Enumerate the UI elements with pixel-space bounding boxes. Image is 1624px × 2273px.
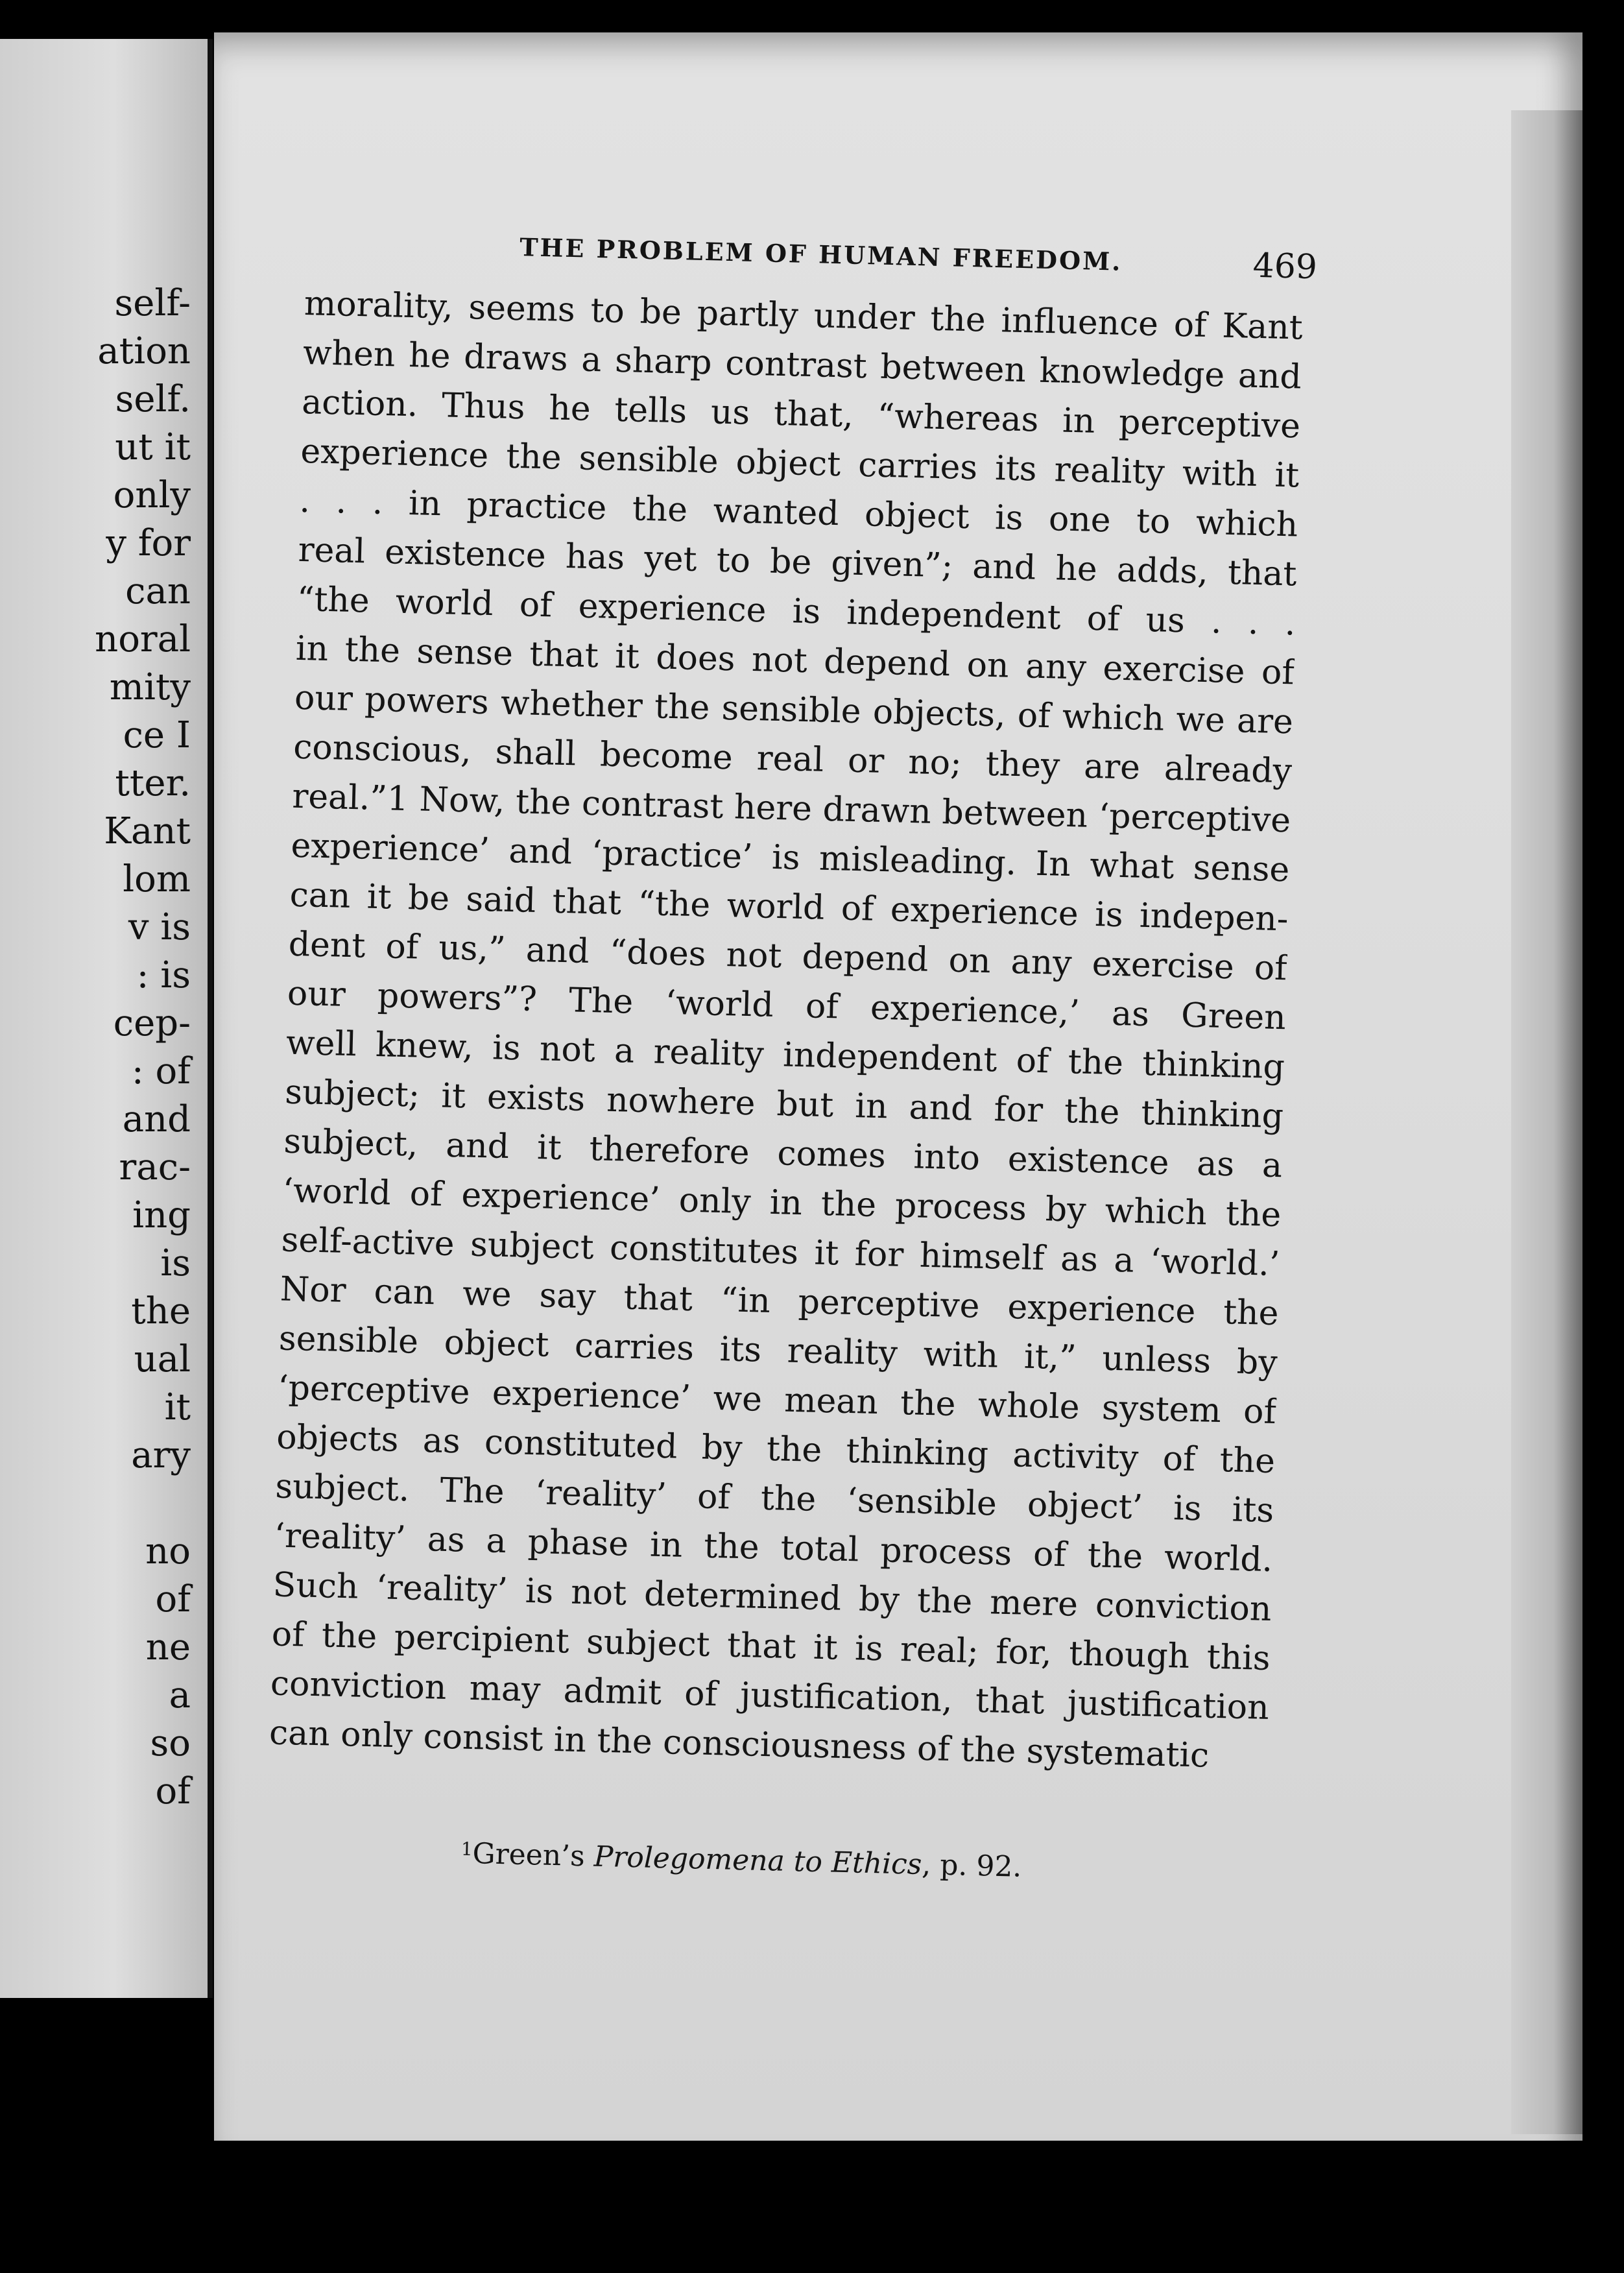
- text-line: conviction may admit of justification, that justification: [270, 1664, 1270, 1727]
- left-page-fragment: v is: [128, 906, 191, 948]
- left-page-fragment: ce I: [123, 714, 191, 756]
- text-line: morality, seems to be partly under the influence of Kant: [304, 283, 1304, 348]
- bottom-shadow: [0, 2141, 1624, 2273]
- left-page-fragment: self-: [114, 282, 191, 324]
- left-page-fragment: tter.: [115, 762, 191, 804]
- footnote-book-title: Prolegomena to Ethics: [593, 1840, 922, 1881]
- running-title: THE PROBLEM OF HUMAN FREEDOM.: [519, 232, 1123, 276]
- page-text: [269, 232, 1318, 1884]
- text-line: experience the sensible object carries its reality with it: [300, 431, 1300, 496]
- text-line: self-active subject constitutes it for himself as a ‘world.’: [281, 1220, 1281, 1284]
- left-page-fragment: and: [122, 1098, 191, 1140]
- left-page-fragment: ual: [134, 1338, 191, 1380]
- left-page-fragment: is: [160, 1242, 191, 1284]
- text-line: can only consist in the consciousness of the systematic: [269, 1713, 1210, 1775]
- text-line: ‘world of experience’ only in the process by which the: [281, 1171, 1282, 1235]
- left-page-fragment: of: [155, 1770, 191, 1812]
- left-page-fragment: ary: [131, 1434, 191, 1476]
- left-page-fragment: so: [150, 1722, 191, 1764]
- text-line: our powers”? The ‘world of experience,’ as Green: [287, 974, 1287, 1038]
- text-line: in the sense that it does not depend on any exercise of: [295, 629, 1295, 693]
- left-page-fragment: mity: [109, 666, 191, 708]
- left-page-fragment: ation: [97, 330, 191, 372]
- left-page-fragment: can: [125, 570, 191, 612]
- left-page-fragment: it: [164, 1386, 191, 1428]
- left-page-fragment: the: [131, 1290, 191, 1332]
- text-line: conscious, shall become real or no; they are already: [293, 727, 1293, 791]
- text-line: . . . in practice the wanted object is one to which: [298, 481, 1298, 545]
- footnote: [460, 1837, 1022, 1884]
- left-page-fragment: ing: [132, 1194, 191, 1236]
- text-line: subject; it exists nowhere but in and for the thinking: [284, 1072, 1284, 1136]
- left-page-fragment: no: [145, 1530, 191, 1572]
- text-line: ‘reality’ as a phase in the total process of the world.: [273, 1516, 1273, 1580]
- text-line: Such ‘reality’ is not determined by the mere conviction: [272, 1565, 1272, 1630]
- footnote-marker: 1: [460, 1838, 473, 1860]
- left-page-fragment: : is: [136, 954, 191, 996]
- text-line: Nor can we say that “in perceptive experience the: [280, 1269, 1280, 1334]
- text-line: ‘perceptive experience’ we mean the whole system of: [277, 1368, 1277, 1432]
- text-line: of the percipient subject that it is real; for, though this: [271, 1615, 1271, 1678]
- left-page-fragment: : of: [131, 1050, 191, 1092]
- text-line: our powers whether the sensible objects, of which we are: [294, 678, 1294, 742]
- text-line: objects as constituted by the thinking activity of the: [276, 1417, 1276, 1482]
- text-line: real.”1 Now, the contrast here drawn between ‘perceptive: [291, 776, 1291, 841]
- text-line: “the world of experience is independent of us . . .: [296, 579, 1296, 643]
- left-page-fragment: ne: [145, 1626, 191, 1668]
- left-page-fragment: y for: [106, 522, 191, 564]
- left-page-fragment: self.: [115, 378, 191, 420]
- text-line: when he draws a sharp contrast between knowledge and: [302, 333, 1302, 397]
- text-line: sensible object carries its reality with it,” unless by: [278, 1319, 1278, 1383]
- left-page-fragment: ut it: [115, 426, 191, 468]
- left-page-fragment: Kant: [104, 810, 191, 852]
- text-line: action. Thus he tells us that, “whereas in perceptive: [301, 382, 1301, 446]
- page-number: 469: [1252, 246, 1318, 287]
- text-line: dent of us,” and “does not depend on any exercise of: [288, 924, 1288, 989]
- left-page-fragment: only: [113, 474, 191, 516]
- footnote-suffix: , p. 92.: [921, 1847, 1023, 1884]
- left-page-fragment: rac-: [119, 1146, 191, 1188]
- body-text: [269, 279, 1303, 1782]
- left-page-fragment: cep-: [113, 1002, 191, 1044]
- left-page-fragment: of: [155, 1578, 191, 1620]
- left-page-fragment: noral: [95, 618, 191, 660]
- book-page: [214, 32, 1582, 2160]
- text-line: subject. The ‘reality’ of the ‘sensible object’ is its: [274, 1467, 1274, 1531]
- left-page-edge: [0, 39, 213, 1998]
- text-line: real existence has yet to be given”; and he adds, that: [298, 530, 1298, 594]
- footnote-prefix: Green’s: [472, 1837, 595, 1873]
- running-head: [305, 227, 1318, 291]
- text-line: well knew, is not a reality independent of the thinking: [285, 1023, 1285, 1087]
- left-page-fragment: a: [169, 1674, 191, 1716]
- text-line: subject, and it therefore comes into existence as a: [283, 1122, 1283, 1186]
- left-page-fragment: lom: [123, 858, 191, 900]
- text-line: can it be said that “the world of experience is indepen-: [289, 875, 1289, 939]
- text-line: experience’ and ‘practice’ is misleading. In what sense: [290, 826, 1290, 890]
